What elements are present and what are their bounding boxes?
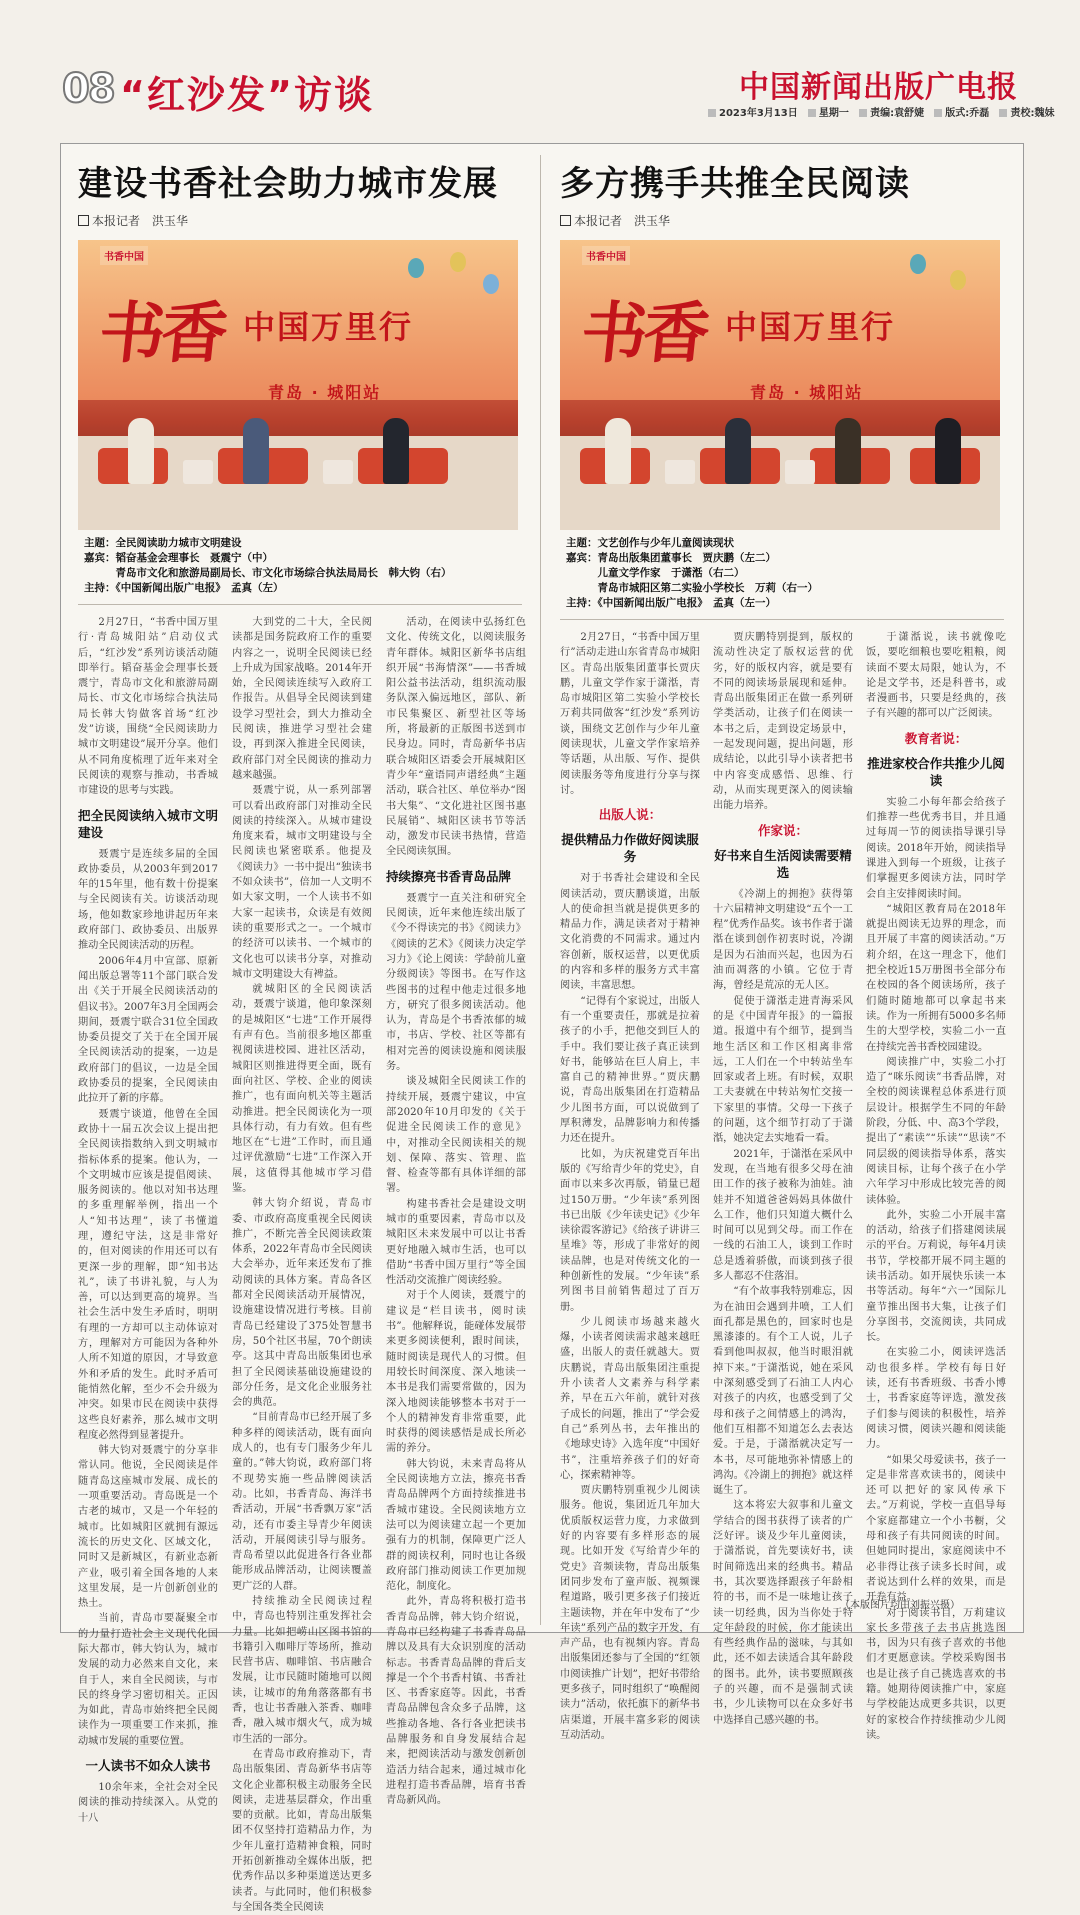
subheading: 教育者说：: [904, 730, 968, 746]
issue-designer: 版式:乔磊: [934, 108, 989, 119]
text-column: [232, 615, 372, 1913]
paragraph: 此外，青岛将积极打造书香青岛品牌，韩大钧介绍说，青岛市已经构建了书香青岛品牌以及具有大众识别度的活动标志。书香青岛品牌的背后支撑是一个个书香村镇、书香社区、书香家庭等。因此，书香青岛品牌包含众多子品牌，这些推动各地、各行各业把读书品牌服务和自身发展结合起来，把阅读活动与激发创新创造活力结合起来，通过城市化进程打造书香品牌，培育书香青岛新风尚。: [386, 1596, 526, 1807]
paragraph: 聂震宁一直关注和研究全民阅读，近年来他连续出版了《今不得读完的书》《阅读力》《阅读的艺术》《阅读力决定学习力》《论上阅读：学龄前儿童分级阅读》等图书。在写作这些图书的过程中他走过很多地方，研究了很多阅读活动。他认为，青岛是个书香浓郁的城市，书店、学校、社区等都有相对完善的阅读设施和阅读服务。: [386, 892, 526, 1073]
subheading: 作家说：: [757, 822, 808, 838]
paragraph: 比如，为庆祝建党百年出版的《写给青少年的党史》，自面市以来多次再版，销量已超过150万册。“少年读”系列图书已出版《少年读史记》《少年读徐霞客游记》《给孩子讲讲三星堆》等，形成了非常好的阅读品牌，也是对传统文化的一种创新性的发展。“少年读”系列图书目前销售超过了百万册。: [560, 1148, 700, 1313]
paragraph: 2月27日，“书香中国万里行·青岛城阳站”启动仪式后，“红沙发”系列访谈活动随即举行。韬奋基金会理事长聂震宁，青岛市文化和旅游局副局长、市文化市场综合执法局局长韩大钧做客首场“红沙发”访谈，围绕“全民阅读助力城市文明建设”展开分享。他们从不同角度梳理了近年来对全民阅读的观察与推动，书香城市建设的思考与实践。: [78, 617, 218, 797]
paragraph: 对于个人阅读，聂震宁的建议是“栏目读书，阅时读书”。他解释说，能碰体发展带来更多阅读便利，跟时间读，随时阅读是现代人的习惯。但用较长时间深度、深入地读一本书是我们需要常做的，因为深入地阅读能够整本书对于一个人的精神发育非常重要，此时获得的阅读感悟是成长所必需的养分。: [386, 1290, 526, 1455]
photo-station: 青岛 · 城阳站: [750, 383, 864, 402]
paragraph: 2月27日，“书香中国万里行”活动走进山东省青岛市城阳区。青岛出版集团董事长贾庆鹏，儿童文学作家于潇湉，青岛市城阳区第二实验小学校长万莉共同做客“红沙发”系列访谈，围绕文艺创作与少年儿童阅读现状，儿童文学作家培养等话题，从出版、写作、提供阅读服务等角度进行分享与探讨。: [560, 632, 700, 796]
photo-slogan-main: 书香: [577, 294, 710, 372]
text-column: [386, 615, 526, 1807]
paragraph: 在青岛市政府推动下，青岛出版集团、青岛新华书店等文化企业都积极主动服务全民阅读，走进基层群众，作出重要的贡献。比如，青岛出版集团不仅坚持打造精品力作，为少年儿童打造精神食粮，同时开拓创新推动全媒体出版，把优秀作品以多种渠道送达更多读者。与此同时，他们积极参与全国各类全民阅读: [232, 1748, 372, 1913]
paragraph: 贾庆鹏特别提到，版权的流动性决定了版权运营的优劣，好的版权内容，就是要有不同的阅读场景展现和延伸。青岛出版集团正在做一系列研学类活动，让孩子们在阅读一本书之后，走到设定场景中，一起发现问题，提出问题，形成结论，以此引导小读者把书中内容变成感悟、思维、行动，从而实现更深入的阅读输出能力培养。: [713, 632, 853, 812]
photo-slogan-sub: 中国万里行: [243, 308, 414, 346]
paragraph: 在实验二小，阅读评选活动也很多样。学校有每日好读，还有书香班级、书香小博士，书香家庭等评选，激发孩子们参与阅读的积极性，培养阅读习惯，阅读兴趣和阅读能力。: [866, 1347, 1006, 1451]
byline-left: 本报记者 洪玉华: [78, 212, 526, 232]
byline-right: 本报记者 洪玉华: [560, 212, 1006, 232]
photo-brand: 书香中国: [100, 246, 148, 265]
photo-slogan-sub: 中国万里行: [725, 308, 896, 346]
paragraph: “目前青岛市已经开展了多种多样的阅读活动，既有面向成人的，也有专门服务少年儿童的。”韩大钧说，政府部门将不现势实施一些品牌阅读活动。比如，书香青岛、海洋书香活动，开展“书香飘万家”活动，还有市委主导青少年阅读活动，开展阅读引导与服务。青岛希望以此促进各行各业都能形成品牌活动，让阅读覆盖更广泛的人群。: [232, 1412, 372, 1592]
paragraph: 《冷湖上的拥抱》获得第十六届精神文明建设“五个一工程”优秀作品奖。该书作者于潇湉在谈到创作初衷时说，冷湖是因为石油而兴起，也因为石油而凋落的小镇。它位于青海，曾经是荒凉的无人区。: [713, 888, 853, 992]
event-photo-right: [560, 240, 1000, 530]
article-left: [78, 160, 526, 1913]
event-photo-left: [78, 240, 518, 530]
paragraph: 2021年，于潇湉在采风中发现，在当地有很多父母在油田工作的孩子被称为油娃。油娃并不知道爸爸妈妈具体做什么工作，他们只知道大概什么时间可以见到父母。而工作在一线的石油工人，谈到工作时总是透着骄傲，而谈到孩子很多人都忍不住落泪。: [713, 1148, 853, 1282]
photo-brand: 书香中国: [582, 246, 630, 265]
subheading: 持续擦亮书香青岛品牌: [386, 868, 512, 884]
paragraph: 这本将宏大叙事和儿童文学结合的图书获得了读者的广泛好评。谈及少年儿童阅读，于潇湉说，首先要读好书，读时间筛选出来的经典书。精品书，其次要选择跟孩子年龄相符的书，而不是一味地让孩子读一切经典，因为当你处于特定年龄段的时候，你才能读出有些经典作品的滋味，与其如此，还不如去读适合其年龄段的图书。此外，读书要照顾孩子的兴趣，而不是强制式读书，少儿读物可以在众多好书中选择自己感兴趣的书。: [713, 1500, 853, 1726]
paragraph: 韩大钧介绍说，青岛市委、市政府高度重视全民阅读推广，不断完善全民阅读政策体系，2022年青岛市全民阅读大会举办，近年来还发布了推动阅读的具体方案。青岛各区都对全民阅读活动开展情况，设施建设情况进行考核。目前青岛已经建设了375处智慧书房，50个社区书屋，70个朗读亭。这其中青岛出版集团也承担了全民阅读基础设施建设的部分任务，是文化企业服务社会的典范。: [232, 1198, 372, 1409]
text-column: [560, 630, 700, 1741]
paragraph: 于潇湉说，读书就像吃饭，要吃细粮也要吃粗粮，阅读面不要太局限，她认为，不论是文学书，还是科普书，或者漫画书，只要是经典的，孩子有兴趣的都可以广泛阅读。: [866, 632, 1006, 720]
body-left: [78, 615, 526, 1913]
column-divider: [540, 155, 541, 1625]
paragraph: 聂震宁说，从一系列部署可以看出政府部门对推动全民阅读的持续深入。从城市建设角度来看，城市文明建设与全民阅读也紧密联系。他提及《阅读力》一书中提出“独读书不如众读书”，倍加一人文明不如大家文明，一个人读书不如大家一起读书，众读是有效阅读的重要形式之一。一个城市的经济可以读书、一个城市的文化也可以读书分享，对推动城市文明建设大有裨益。: [232, 785, 372, 980]
text-column: [78, 615, 218, 1824]
subheading: 一人读书不如众人读书: [85, 1758, 211, 1774]
paragraph: 当前，青岛市要凝聚全市的力量打造社会主义现代化国际大都市，韩大钧认为，城市发展的动力必然来自文化，来自于人，来自全民阅读，与市民的终身学习密切相关。正因为如此，青岛市始终把全民阅读作为一项重要工作来抓，推动城市发展的重要位置。: [78, 1613, 218, 1747]
paragraph: 对于阅读书目，万莉建议家长多带孩子去书店挑选图书，因为只有孩子喜欢的书他们才更愿意读。学校采购图书也是让孩子自己挑选喜欢的书籍。她期待阅读推广中，家庭与学校能达成更多共识，以更好的家校合作持续推动少儿阅读。: [866, 1607, 1006, 1741]
paragraph: 促使于潇湉走进青海采风的是《中国青年报》的一篇报道。报道中有个细节，提到当地生活区和工作区相离非常远，工人们在一个中转站坐车回家或者上班。有时候，双职工夫妻就在中转站匆忙交接一下家里的事情。父母一下孩子的问题，这个细节打动了于潇湉，她决定去实地看一看。: [713, 995, 853, 1145]
text-column: [713, 630, 853, 1726]
paragraph: 少儿阅读市场越来越火爆，小读者阅读需求越来越旺盛，出版人的责任就越大。贾庆鹏说，青岛出版集团注重提升小读者人文素养与科学素养，早在五六年前，就针对孩子成长的问题，推出了“学会爱自己”系列丛书，去年推出的《地球史诗》入选年度“中国好书”，注重培养孩子们的好奇心，探索精神等。: [560, 1316, 700, 1481]
paragraph: 大到党的二十大，全民阅读都是国务院政府工作的重要内容之一，说明全民阅读已经上升成为国家战略。2014年开始，全民阅读连续写入政府工作报告。从倡导全民阅读到建设学习型社会，到大力推动全民阅读，推进学习型社会建设，再到深入推进全民阅读，政府部门对全民阅读的推动力越来越强。: [232, 617, 372, 781]
paragraph: 聂震宁是连续多届的全国政协委员，从2003年到2017年的15年里，他有数十份提案与全民阅读有关。访谈活动现场，他如数家珍地讲起历年来政府部门、政协委员、出版界推动全民阅读活动的历程。: [78, 848, 218, 952]
paragraph: 实验二小每年都会给孩子们推荐一些优秀书目，并且通过每周一节的阅读指导课引导阅读。2018年开始，阅读指导课进入到每一个班级，让孩子们掌握更多阅读方法，同时学会自主安排阅读时间。: [866, 796, 1006, 900]
issue-proofreader: 责校:魏妹: [999, 108, 1054, 119]
subheading: 提供精品力作做好阅读服务: [561, 832, 699, 865]
headline-right: 多方携手共推全民阅读: [560, 164, 910, 204]
paragraph: 贾庆鹏特别重视少儿阅读服务。他说，集团近几年加大优质版权运营力度，力求做到好的内容要有多样形态的展现。比如开发《写给青少年的党史》音频读物，青岛出版集团同步发布了童声版、视频课程道路，吸引更多孩子们接近主题读物，并在年中发布了“少年读”系列产品的数字开发，有声产品，也有视频内容。青岛出版集团还参与了全国的“红领巾阅读推广计划”，把好书带给更多孩子，同时组织了“唤醒阅读力”活动，依托旗下的新华书店渠道，开展丰富多彩的阅读互动活动。: [560, 1485, 700, 1741]
photo-caption-right: 主题：文艺创作与少年儿童阅读现状 嘉宾：青岛出版集团董事长 贾庆鹏（左二） 儿童文学作家 于潇湉（右二） 青岛市城阳区第二实验小学校长 万莉（右一） 主持：《中国新闻出版广电报》 孟真（左一）: [560, 530, 1004, 620]
paragraph: 构建书香社会是建设文明城市的重要因素，青岛市以及城阳区未来发展中可以让书香更好地融入城市生活，也可以借助“书香中国万里行”等全国性活动交流推广阅读经验。: [386, 1198, 526, 1287]
photo-caption-left: 主题：全民阅读助力城市文明建设 嘉宾：韬奋基金会理事长 聂震宁（中） 青岛市文化和旅游局副局长、市文化市场综合执法局局长 韩大钧（右） 主持：《中国新闻出版广电报》 孟真（左）: [78, 530, 522, 605]
issue-editor: 责编:袁舒婕: [859, 108, 924, 119]
subheading: 把全民阅读纳入城市文明建设: [78, 807, 218, 840]
paragraph: 2006年4月中宣部、原新闻出版总署等11个部门联合发出《关于开展全民阅读活动的倡议书》。2007年3月全国两会期间，聂震宁联合31位全国政协委员提交了关于在全国开展全民阅读活动的提案，一边是政府部门的倡议，一边是全国政协委员的提案，全民阅读由此拉开了新的序幕。: [78, 955, 218, 1105]
paragraph: 活动，在阅读中弘扬红色文化、传统文化，以阅读服务青年群体。城阳区新华书店组织开展“书海情深”——书香城阳公益书法活动，组织流动服务队深入偏远地区，部队、新市民集聚区、新型社区等场所，将最新的正版图书送到市民身边。同时，青岛新华书店联合城阳区语委会开展城阳区青少年“童语同声谱经典”主题活动，联合社区、单位举办“图书大集”、“文化进社区图书惠民展销”、城阳区读书节等活动，激发市民读书热情，营造全民阅读氛围。: [386, 617, 526, 858]
paragraph: 对于书香社会建设和全民阅读活动，贾庆鹏谈道，出版人的使命担当就是提供更多的精品力作，满足读者对于精神文化消费的不同需求。通过内容创新，版权运营，以更优质的内容和多样的服务方式丰富阅读，丰富思想。: [560, 873, 700, 992]
issue-meta: [708, 104, 1055, 120]
subheading: 好书来自生活阅读需要精选: [714, 847, 852, 880]
subheading: 推进家校合作共推少儿阅读: [867, 755, 1005, 788]
issue-weekday: 星期一: [808, 108, 849, 119]
photo-station: 青岛 · 城阳站: [268, 383, 382, 402]
paragraph: 持续推动全民阅读过程中，青岛也特别注重发挥社会力量。比如把崂山区图书馆的书籍引入咖啡厅等场所，推动民营书店、咖啡馆、书店融合发展，让市民随时随地可以阅读，让城市的角角落落都有书香，也让书香融入茶香、咖啡香，融入城市烟火气，成为城市生活的一部分。: [232, 1596, 372, 1745]
paragraph: “记得有个家说过，出版人有一个重要责任，那就是拉着孩子的小手，把他交到巨人的手中。我们要让孩子真正读到好书，能够站在巨人肩上，丰富自己的精神世界。”贾庆鹏说，青岛出版集团在打造精品少儿图书方面，可以说做到了厚积薄发，品牌影响力和传播力还在提升。: [560, 995, 700, 1145]
paragraph: 10余年来，全社会对全民阅读的推动持续深入。从党的十八: [78, 1782, 218, 1824]
paragraph: 阅读推广中，实验二小打造了“咪乐阅读”书香品牌，对全校的阅读课程总体系进行顶层设计。根据学生不同的年龄阶段，分低、中、高3个学段，提出了“素读”“乐读”“思读”不同层级的阅读指导体系，落实阅读目标，让每个孩子在小学六年学习中形成比较完善的阅读体验。: [866, 1056, 1006, 1206]
newspaper-logo: 中国新闻出版广电报: [739, 70, 1018, 105]
paragraph: 谈及城阳全民阅读工作的持续开展，聂震宁建议，中宣部2020年10月印发的《关于促进全民阅读工作的意见》中，对推动全民阅读相关的规划、保障、落实、管理、监督、检查等都有具体详细的部署。: [386, 1076, 526, 1195]
paragraph: “城阳区教育局在2018年就提出阅读无边界的理念，而且开展了丰富的阅读活动。”万莉介绍，在这一理念下，他们把全校近15万册图书全部分布在校园的各个阅读场所，孩子们随时随地都可以拿起书来读。作为一所拥有5000多名师生的大型学校，实验二小一直在持续完善书香校园建设。: [866, 903, 1006, 1053]
section-title: “红沙发”访谈: [120, 73, 374, 117]
paragraph: 聂震宁谈道，他曾在全国政协十一届五次会议上提出把全民阅读指数纳入到文明城市指标体系的提案。他认为，一个文明城市应该是提倡阅读、服务阅读的。他以对知书达理的多重理解举例，指出一个人“知书达理”，读了书懂道理，遵纪守法，这是非常好的，但对阅读的作用还可以有更深一步的理解，即“知书达礼”，读了书讲礼貌，与人为善，可以达到更高的境界。当社会生活中发生矛盾时，明明有理的一方却可以主动体谅对方，理解对方可能因为各种外人所不知道的原因，才导致意外和矛盾的发生。此时矛盾可能悄然化解，至少不会升级为冲突。如果市民在阅读中获得这些良好素养，那么城市文明程度必然得到显著提升。: [78, 1108, 218, 1441]
paragraph: 就城阳区的全民阅读活动，聂震宁谈道，他印象深刻的是城阳区“七进”工作开展得有声有色。当前很多地区都重视阅读进校园、进社区活动，城阳区则推进得更全面，既有面向社区、学校、企业的阅读推广，也有面向机关等主题活动推进。把全民阅读化为一项具体行动，有力有效。但有些地区在“七进”工作时，而且通过评优激励“七进”工作深入开展，这值得其他城市学习借鉴。: [232, 984, 372, 1194]
photo-slogan-main: 书香: [95, 294, 228, 372]
paragraph: “如果父母爱读书，孩子一定是非常喜欢读书的，阅读中还可以把好的家风传承下去。”万莉说，学校一直倡导每个家庭都建立一个小书橱，父母和孩子有共同阅读的时间。但她同时提出，家庭阅读中不必非得让孩子读多长时间，或者说达到什么样的效果，而是开卷有益。: [866, 1454, 1006, 1604]
photo-credit: （本版图片均由刘振兴摄）: [840, 1600, 960, 1611]
subheading: 出版人说：: [598, 807, 662, 823]
issue-date: 2023年3月13日: [708, 108, 798, 119]
paragraph: 此外，实验二小开展丰富的活动，给孩子们搭建阅读展示的平台。万莉说，每年4月读书节，学校都开展不同主题的读书活动。如开展快乐读一本书等活动。每年“六一”国际儿童节推出图书大集，让孩子们分享图书，交流阅读，共同成长。: [866, 1209, 1006, 1344]
headline-left: 建设书香社会助力城市发展: [78, 164, 498, 204]
masthead: [0, 0, 1080, 140]
paragraph: “有个故事我特别难忘，因为在油田会遇到井喷，工人们面孔都是黑色的，回家时也是黑漆漆的。有个工人说，儿子看到他叫叔叔，他当时眼泪就掉下来。”于潇湉说，她在采风中深刻感受到了石油工人内心对孩子的内疚，也感受到了父母和孩子之间情感上的鸿沟，他们互相都不知道怎么去表达爱。于是，于潇湉就决定写一本书，尽可能地弥补情感上的鸿沟。《冷湖上的拥抱》就这样诞生了。: [713, 1286, 853, 1497]
paragraph: 韩大钧对聂震宁的分享非常认同。他说，全民阅读是伴随青岛这座城市发展、成长的一项重要活动。青岛既是一个古老的城市，又是一个年轻的城市。比如城阳区就拥有源远流长的历史文化、区域文化，同时又是新城区，有新业态新产业，吸引着全国各地的人来这里发展，是一片创新创业的热土。: [78, 1445, 218, 1610]
paragraph: 韩大钧说，未来青岛将从全民阅读地方立法，擦亮书香青岛品牌两个方面持续推进书香城市建设。全民阅读地方立法可以为阅读建立起一个更加强有力的机制，保障更广泛人群的阅读权利，同时也让各级政府部门推动阅读工作更加规范化，制度化。: [386, 1458, 526, 1593]
page-number: 08: [62, 66, 114, 112]
